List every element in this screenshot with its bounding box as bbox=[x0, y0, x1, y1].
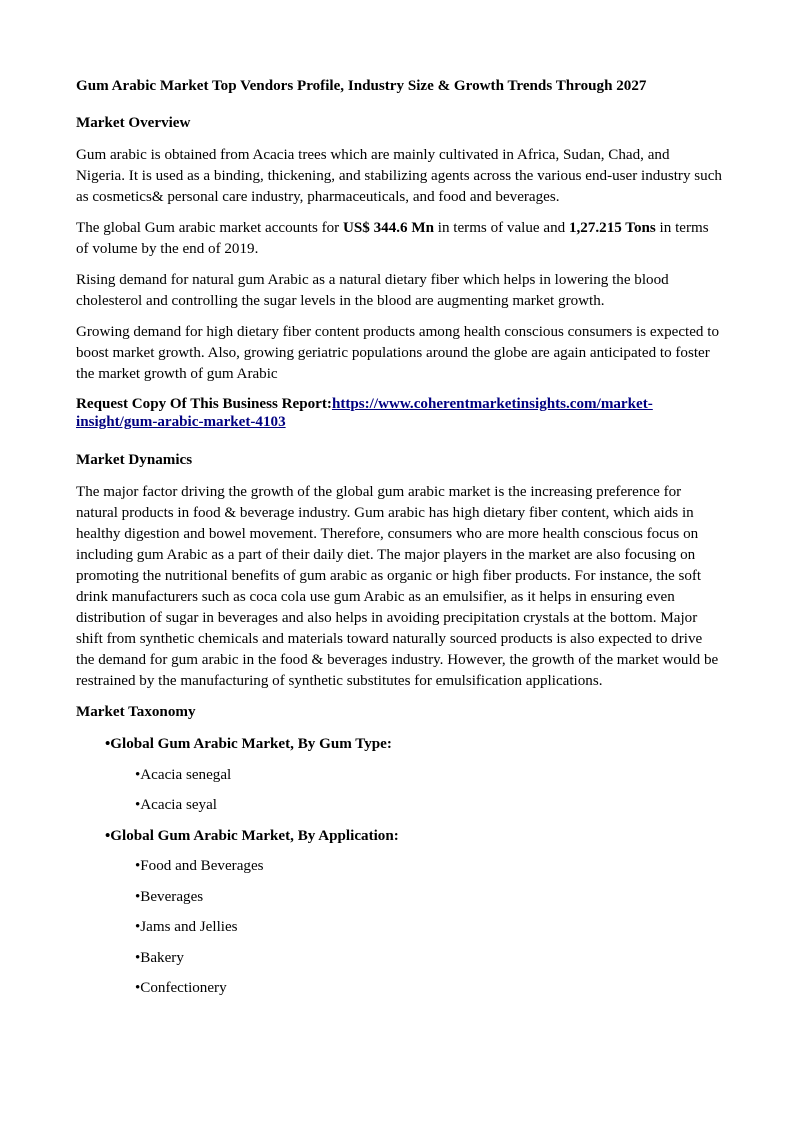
list-item: •Confectionery bbox=[135, 980, 227, 996]
market-dynamics-heading: Market Dynamics bbox=[76, 452, 193, 468]
list-item: •Acacia senegal bbox=[135, 766, 232, 783]
report-link[interactable]: https://www.coherentmarketinsights.com/market-insight/gum-arabic-market-4103 bbox=[76, 396, 653, 430]
market-dynamics-paragraph: The major factor driving the growth of the global gum arabic market is the increasing preference for natural products in food & beverage industry. Gum arabic has high dietary fiber content, which aids in healthy digestion and bowel movement. Therefore, consumers who are more health conscious focus on including gum Arabic as a part of their daily diet. The major players in the market are also focusing on promoting the nutritional benefits of gum arabic as organic or high fiber products. For instance, the soft drink manufacturers such as coca cola use gum Arabic as an emulsifier, as it helps in ensuring even distribution of sugar in beverages and also helps in avoiding precipitation crystals at the bottom. Major shift from synthetic chemicals and materials toward naturally sourced products is also expected to drive the demand for gum arabic in the food & beverages industry. However, the growth of the market would be restrained by the manufacturing of synthetic substitutes for emulsification applications. bbox=[76, 484, 719, 689]
market-volume: 1,27.215 Tons bbox=[568, 220, 656, 236]
request-copy-label: Request Copy Of This Business Report: bbox=[76, 396, 332, 412]
request-copy-line bbox=[76, 395, 722, 431]
market-value-intro: The global Gum arabic market accounts for bbox=[76, 220, 343, 236]
taxonomy-gum-type-label: •Global Gum Arabic Market, By Gum Type: bbox=[105, 736, 392, 752]
market-taxonomy-heading: Market Taxonomy bbox=[76, 704, 196, 720]
list-item: •Jams and Jellies bbox=[135, 919, 238, 935]
page-title: Gum Arabic Market Top Vendors Profile, Industry Size & Growth Trends Through 2027 bbox=[76, 78, 647, 94]
list-item: •Acacia seyal bbox=[135, 797, 217, 813]
overview-paragraph-1: Gum arabic is obtained from Acacia trees which are mainly cultivated in Africa, Sudan, Chad, and Nigeria. It is used as a binding, thickening, and stabilizing agents across the various end-user industry such as cosmetics& personal care industry, pharmaceuticals, and food and beverages. bbox=[76, 147, 722, 205]
overview-paragraph-2 bbox=[76, 218, 722, 260]
list-item: •Beverages bbox=[135, 888, 204, 905]
list-item: •Food and Beverages bbox=[135, 858, 264, 874]
taxonomy-application-label: •Global Gum Arabic Market, By Application: bbox=[105, 827, 399, 844]
overview-paragraph-4: Growing demand for high dietary fiber content products among health conscious consumers is expected to boost market growth. Also, growing geriatric populations around the globe are again anticipated to foster the market growth of gum Arabic bbox=[76, 324, 719, 382]
market-value-connector: in terms of value and bbox=[433, 220, 569, 236]
market-volume-suffix: in terms of volume by the end of 2019. bbox=[76, 220, 709, 257]
list-item: •Bakery bbox=[135, 949, 184, 966]
document-body bbox=[76, 76, 722, 1009]
market-value: US$ 344.6 Mn bbox=[342, 220, 434, 236]
overview-paragraph-3: Rising demand for natural gum Arabic as a natural dietary fiber which helps in lowering the blood cholesterol and controlling the sugar levels in the blood are augmenting market growth. bbox=[76, 272, 669, 309]
market-overview-heading: Market Overview bbox=[76, 115, 191, 131]
